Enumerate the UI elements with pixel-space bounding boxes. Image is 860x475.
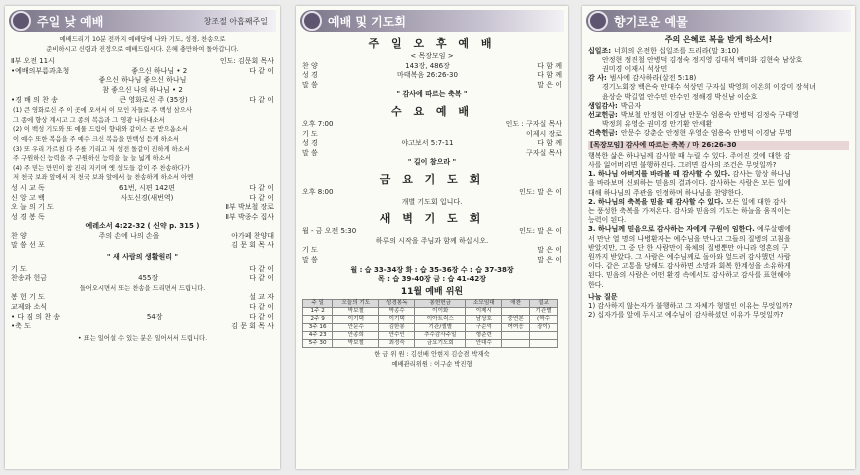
duty-cell: 4주 23 <box>303 332 333 340</box>
scripture-reference: 예레소서 4:22-32 ( 신약 p. 315 ) <box>85 222 200 231</box>
duty-cell: 박보철 <box>333 308 379 316</box>
program-row <box>5 322 280 332</box>
duty-cell <box>502 332 530 340</box>
hymn-lyric-line: (4) 주 믿는 만민이 참 진리 지키며 옛 성도들 같이 주 찬송하다가 <box>13 164 190 172</box>
program-cell: 다 같 이 <box>249 264 274 273</box>
message-title: " 길이 참으라 " <box>407 158 457 167</box>
offering-text: 안정현 정진철 안병덕 김정숙 정지영 김대석 백미화 김현숙 남상호 <box>602 55 803 64</box>
offering-text: 박보철 안정현 이경남 안문수 엄용숙 안병덕 김정숙 구태영 <box>620 111 799 120</box>
section-subtitle: < 목장모임 > <box>410 52 454 60</box>
intro-line: 준비하시고 신령과 진정으로 예배드립시다. 은혜 충만하여 돌아갑니다. <box>46 45 239 53</box>
sermon-point-line: 을 바라보며 신뢰하는 믿음의 결과이다. 감사하는 사람은 모든 일에 <box>588 179 791 188</box>
program-cell: 김 문 회 목 사 <box>231 322 274 331</box>
offering-label: 십일조: <box>588 46 612 55</box>
program-cell: 다 함 께 <box>537 139 562 148</box>
offering-label: 생일감사: <box>588 101 618 110</box>
program-cell: 말 은 이 <box>537 80 562 89</box>
share-question: 1) 감사하지 않는자가 불행하고 그 자체가 형벌인 이유는 무엇일까? <box>588 302 793 311</box>
duty-cell: 이기택 <box>333 316 379 324</box>
sermon-point-text: 감사는 항상 하나님 <box>730 170 791 179</box>
offering-line <box>582 56 855 65</box>
duty-cell: 3주 16 <box>303 324 333 332</box>
program-cell <box>54 203 226 213</box>
column-header <box>300 10 564 32</box>
column-title: 예배 및 기도회 <box>328 14 406 29</box>
program-row <box>5 313 280 323</box>
program-cell: 다 함 께 <box>537 71 562 80</box>
program-cell: • 다 짐 의 찬 송 <box>11 312 61 321</box>
sermon-point-line: 받았지만, 그 중 단 한 사람만이 육체의 질병뿐만 아니라 영혼의 구 <box>588 243 789 252</box>
offering-label: 선교헌금: <box>588 111 618 120</box>
program-cell: 다 같 이 <box>249 274 274 283</box>
duty-footer: 한 금 위 원 : 김선배 안현지 김승겸 박재숙 <box>374 351 490 359</box>
program-row <box>5 96 280 106</box>
program-cell: 찬 양 <box>11 231 27 240</box>
duty-cell: 2주 9 <box>303 316 333 324</box>
program-row <box>296 130 568 140</box>
program-cell: 찬 양 <box>302 61 318 70</box>
program-cell: •축 도 <box>11 322 31 331</box>
duty-header-cell: 설교 <box>530 300 558 308</box>
duty-header-cell: 주 일 <box>303 300 333 308</box>
program-row <box>296 256 568 266</box>
offering-line <box>582 129 855 138</box>
program-row <box>296 71 568 81</box>
hymn-lyric-line: (3) 또 우리 가르침 다 주를 기리고 저 성전 돌같이 진하게 하소서 <box>13 145 190 153</box>
offerings-column <box>582 6 855 469</box>
duty-cell <box>502 340 530 348</box>
sermon-point-line: 는 풍성한 축복을 가져온다. 감사와 믿음의 기도는 하늘을 움직이는 <box>588 207 791 216</box>
program-row <box>5 303 280 313</box>
program-cell: 다 같 이 <box>249 95 274 104</box>
offering-text: 범사에 감사하라(살전 5:18) <box>609 74 697 83</box>
cross-icon <box>11 11 31 31</box>
program-cell <box>47 303 249 313</box>
duty-row <box>303 332 558 340</box>
sermon-point-line: 대해 하나님의 주관을 인정하며 하나님을 찬양한다. <box>588 188 744 197</box>
program-cell <box>318 81 538 91</box>
program-cell: 아가페 찬양대 <box>231 231 274 240</box>
offering-text: 너희의 온전한 십일조를 드리라(말 3:10) <box>614 46 739 55</box>
cross-icon <box>302 11 322 31</box>
program-cell: 말 씀 <box>302 80 318 89</box>
program-cell: 이제시 장로 <box>525 129 562 138</box>
sermon-point-line: 이다. 같은 고통을 당해도 감사하면 소망과 회복 한계성을 소유하게 <box>588 262 791 271</box>
duty-cell: 추수감사주일 <box>415 332 466 340</box>
program-cell: 오 늘 의 기 도 <box>11 203 54 212</box>
duty-cell: 안대수 <box>466 340 502 348</box>
reading-plan: 월 : 습 33-34장 화 : 습 35-36장 수 : 습 37-38장 <box>350 265 514 274</box>
cross-icon <box>588 11 608 31</box>
program-cell: 455장 <box>138 274 159 283</box>
standing-note: • 표는 일어설 수 있는 분은 일어서서 드립니다. <box>77 334 208 342</box>
program-cell: 마태복음 26:26-30 <box>397 71 458 80</box>
reading-plan: 목 : 습 39-40장 금 : 습 41-42장 <box>377 275 486 284</box>
program-cell: 다 같 이 <box>249 193 274 202</box>
duty-header-cell: 오늘의 기도 <box>333 300 379 308</box>
duty-cell: (짝수 <box>530 316 558 324</box>
hymn-lyric-line: 이 예수 또한 복음을 주 예수 크신 복음을 만백성 듣게 하소서 <box>13 135 180 143</box>
duty-cell: 이제시 <box>466 308 502 316</box>
sermon-heading: [목장모임] 감사에 따르는 축복 / 마 26:26-30 <box>588 141 849 150</box>
sermon-point-line: 된다. 믿음의 사람은 어떤 환경 속에서도 감사하고 감사를 표현해야 <box>588 271 791 280</box>
hymn-lyric-line: 그 종에 향상 계시고 그 종의 복음과 그 영광 나타내소서 <box>13 116 165 124</box>
duty-header-cell: 애찬 <box>502 300 530 308</box>
column-title: 주일 낮 예배 <box>37 14 104 29</box>
program-cell: 기 도 <box>302 246 318 255</box>
duty-cell: 형준련 <box>466 332 502 340</box>
program-row <box>5 86 280 96</box>
offering-text: 권미경 이재시 석상민 <box>602 65 668 73</box>
duty-cell: 남상호 <box>466 316 502 324</box>
duty-cell: 이아트릭스 <box>415 316 466 324</box>
sermon-title: " 새 사람의 생활원리 " <box>106 253 179 262</box>
sermon-point-heading: 2. 하나님의 축복을 믿을 때 감사할 수 있다. <box>588 197 724 206</box>
program-cell: 좋으신 하나님 좋으신 하나님 <box>98 76 187 85</box>
program-row <box>5 194 280 204</box>
dawn-prayer-title: 새 벽 기 도 회 <box>379 212 485 226</box>
duty-cell: 중연본 <box>502 316 530 324</box>
offering-theme: 주의 은혜로 복을 받게 하소서! <box>664 35 773 44</box>
message-title: " 감사에 따르는 축복 " <box>396 90 468 99</box>
offering-label: 건축헌금: <box>588 129 618 138</box>
program-cell: 기 도 <box>11 264 27 273</box>
program-row <box>5 203 280 213</box>
program-cell: 신 앙 고 백 <box>11 193 45 202</box>
duty-cell: 5주 30 <box>303 340 333 348</box>
offering-line <box>582 47 855 56</box>
program-cell: 말 씀 선 포 <box>11 241 45 250</box>
hymn-lyric-line: (2) 이 백성 기도와 또 예물 드림이 향내와 같이스 곧 받으옵소서 <box>13 126 188 134</box>
friday-title: 금 요 기 도 회 <box>379 172 485 186</box>
program-cell: 큰 영화로신 주 (35장) <box>119 95 188 104</box>
duty-row <box>303 316 558 324</box>
duty-cell: 기관별 <box>530 308 558 316</box>
sermon-body-line: 사를 잃어버리면 불행하진다. 그러면 감사의 조건은 무엇일까? <box>588 161 777 170</box>
program-row <box>5 241 280 251</box>
program-cell: 다 같 이 <box>249 183 274 192</box>
note: 개별 기도회 입니다. <box>401 197 463 206</box>
duty-header-cell: 성경봉독 <box>379 300 415 308</box>
duty-cell: 박보철 <box>333 340 379 348</box>
program-cell: 김 문 회 목 사 <box>231 241 274 250</box>
program-cell: •경 배 의 찬 송 <box>11 95 58 104</box>
program-cell: 구자실 목사 <box>525 148 562 157</box>
program-cell: Ⅱ부 박보철 장로 <box>225 203 274 212</box>
program-cell: 다 같 이 <box>249 312 274 321</box>
program-row <box>296 246 568 256</box>
column-header <box>586 10 851 32</box>
column-title: 향기로운 예물 <box>614 14 688 29</box>
program-cell: 성 경 봉 독 <box>11 212 45 221</box>
duty-row <box>303 308 558 316</box>
duty-row <box>303 340 558 348</box>
duty-cell: 안수인 <box>379 332 415 340</box>
duty-cell: 안문수 <box>333 324 379 332</box>
duty-header-cell: 봉헌헌금 <box>415 300 466 308</box>
duty-header-cell: 소모임대 <box>466 300 502 308</box>
share-question: 2) 십자가를 앞에 두시고 예수님이 감사하셨던 이유가 무엇일까? <box>588 311 784 320</box>
program-cell: 말 씀 <box>302 255 318 264</box>
program-cell <box>45 293 250 303</box>
program-row <box>5 67 280 77</box>
program-cell <box>318 256 538 266</box>
program-cell: 말 은 이 <box>537 246 562 255</box>
program-row <box>5 184 280 194</box>
sunday-afternoon-title: 주 일 오 후 예 배 <box>368 37 496 50</box>
offering-line <box>582 102 855 111</box>
sermon-point-line <box>582 198 855 207</box>
program-cell <box>27 265 250 275</box>
offering-line <box>582 93 855 102</box>
hymn-lyric-line: 저 천국 보좌 앞에서 저 천국 보좌 앞에서 늘 찬송하게 하소서 아멘 <box>13 174 194 182</box>
offering-text: 안문수 강춘순 안정현 우영순 엄용숙 안병덕 이경남 무명 <box>620 129 792 138</box>
program-cell: 다 같 이 <box>249 66 274 75</box>
duty-cell: 김한봉 <box>379 324 415 332</box>
program-cell: 성 시 교 독 <box>11 183 45 192</box>
duty-row <box>303 324 558 332</box>
program-cell: 찬송과 헌금 <box>11 274 48 283</box>
time-row: 오후 7:00 인도 : 구자실 목사 <box>302 119 562 128</box>
worship-order-column <box>5 6 280 469</box>
column-subtitle: 창조절 아홉째주일 <box>203 16 268 26</box>
program-cell: 참 좋으신 나의 하나님 • 2 <box>102 85 183 94</box>
duty-cell <box>530 332 558 340</box>
offering-text: 경기노회장 백은숙 안대수 석상민 구자실 박영희 이온희 이강미 장석녀 <box>602 83 816 92</box>
sermon-point-line: 능력이 된다. <box>588 216 627 225</box>
program-cell: 야고보서 5:7-11 <box>401 139 454 148</box>
sermon-point-heading: 1. 하나님 아버지를 바라볼 때 감사할 수 있다. <box>588 170 731 179</box>
program-cell <box>318 149 526 159</box>
duty-cell: 이이화 <box>415 308 466 316</box>
program-cell: 다 같 이 <box>249 303 274 312</box>
program-cell: 봉 헌 기 도 <box>11 293 45 302</box>
services-column <box>296 6 568 469</box>
program-cell: 다 함 께 <box>537 61 562 70</box>
column-header <box>9 10 276 32</box>
program-cell: 143장, 486장 <box>405 61 450 70</box>
offering-note: 들어오시면서 또는 찬송을 드리면서 드립니다. <box>79 284 206 292</box>
program-cell: 주의 손에 나의 손을 <box>98 231 160 240</box>
time-row: 오후 8:00 인도: 말 은 이 <box>302 187 562 196</box>
program-cell: 말 씀 <box>302 148 318 157</box>
wednesday-title: 수 요 예 배 <box>391 104 473 118</box>
program-cell: 54장 <box>146 312 163 321</box>
duty-cell: 최정숙 <box>379 340 415 348</box>
offering-text: 윤상순 박길열 안수민 안수인 정해경 박신남 이순호 <box>602 92 758 101</box>
program-cell: 61번, 시편 142편 <box>118 183 175 192</box>
program-cell <box>31 322 231 332</box>
duty-cell: 안종희 <box>333 332 379 340</box>
program-cell: •예배의부름과초청 <box>11 66 70 75</box>
sermon-point-text: 모든 일에 대한 감사 <box>723 197 787 206</box>
sermon-point-heading: 3. 하나님께 믿음으로 감사하는 자에게 구원이 임한다. <box>588 225 755 234</box>
offering-line <box>582 111 855 120</box>
offering-line <box>582 83 855 92</box>
program-row <box>5 274 280 284</box>
offering-text: 박금자 <box>620 101 642 110</box>
program-cell <box>45 241 232 251</box>
program-cell: 성 경 <box>302 139 318 148</box>
program-cell: 설 교 자 <box>249 293 274 302</box>
program-row <box>5 265 280 275</box>
program-cell: Ⅱ부 박종수 집사 <box>225 212 274 221</box>
sermon-point-line <box>582 225 855 234</box>
offering-text: 박정희 유영순 권미경 안기환 안세환 <box>602 120 713 129</box>
duty-cell: 구순억 <box>466 324 502 332</box>
service-time-row: Ⅱ부 오전 11시 인도: 김문회 목사 <box>11 57 274 66</box>
offering-line <box>582 65 855 74</box>
note: 하루의 시작을 주님과 함께 하십시오. <box>375 236 489 245</box>
program-cell: 성 경 <box>302 71 318 80</box>
duty-table <box>302 299 558 348</box>
program-cell <box>45 213 226 223</box>
time-row: 월 - 금 오전 5:30 인도: 말 은 이 <box>302 227 562 236</box>
duty-cell <box>502 308 530 316</box>
sermon-point-line: 한다. <box>588 280 604 289</box>
sermon-point-line: 원까지 받았다. 그 사람은 예수님께로 돌아와 엎드려 감사했던 사람 <box>588 253 791 262</box>
duty-cell: 1주 2 <box>303 308 333 316</box>
program-row <box>5 293 280 303</box>
program-row <box>296 62 568 72</box>
program-cell: 사도신경(새번역) <box>120 193 174 202</box>
program-row <box>5 213 280 223</box>
sermon-body-line: 행복한 삶은 하나님께 감사할 때 누릴 수 있다. 주어진 것에 대한 감 <box>588 151 791 160</box>
duty-cell: 금요기도회 <box>415 340 466 348</box>
hymn-lyric-line: 주 구원하신 능력을 주 구원하신 능력을 늘 늘 넓게 하소서 <box>13 155 171 163</box>
program-cell: 기 도 <box>302 129 318 138</box>
offering-label: 감 사: <box>588 74 607 83</box>
sermon-point-text: 예루살렘에 <box>754 225 791 234</box>
program-row <box>296 81 568 91</box>
program-row <box>5 76 280 86</box>
duty-cell: 여여응 <box>502 324 530 332</box>
duty-table-title: 11월 예배 위원 <box>400 286 464 297</box>
program-cell: 말 은 이 <box>537 255 562 264</box>
duty-cell: 기관/셀별 <box>415 324 466 332</box>
hymn-lyric-line: (1) 큰 영화로신 주 이 곳에 오셔서 이 모인 자들로 주 백성 삼으사 <box>13 107 192 115</box>
duty-footer: 예배관리위원 : 이구순 박진형 <box>391 360 473 368</box>
program-cell <box>318 130 526 140</box>
duty-cell: 장이) <box>530 324 558 332</box>
duty-cell: 박종수 <box>379 308 415 316</box>
sermon-point-line: 서 만난 열 명의 나병환자는 예수님을 만나고 그들의 질병의 고침을 <box>588 234 791 243</box>
duty-cell <box>530 340 558 348</box>
program-row <box>296 149 568 159</box>
program-cell: 교제와 소식 <box>11 303 48 312</box>
program-cell: 좋으신 하나님 • 2 <box>131 66 188 75</box>
duty-cell: 이기택 <box>379 316 415 324</box>
program-cell <box>318 246 538 256</box>
program-row <box>296 139 568 149</box>
intro-line: 예배드리기 10분 전까지 예배당에 나와 기도, 성경, 찬송으로 <box>59 36 226 43</box>
share-title: 나눔 질문 <box>588 292 618 301</box>
